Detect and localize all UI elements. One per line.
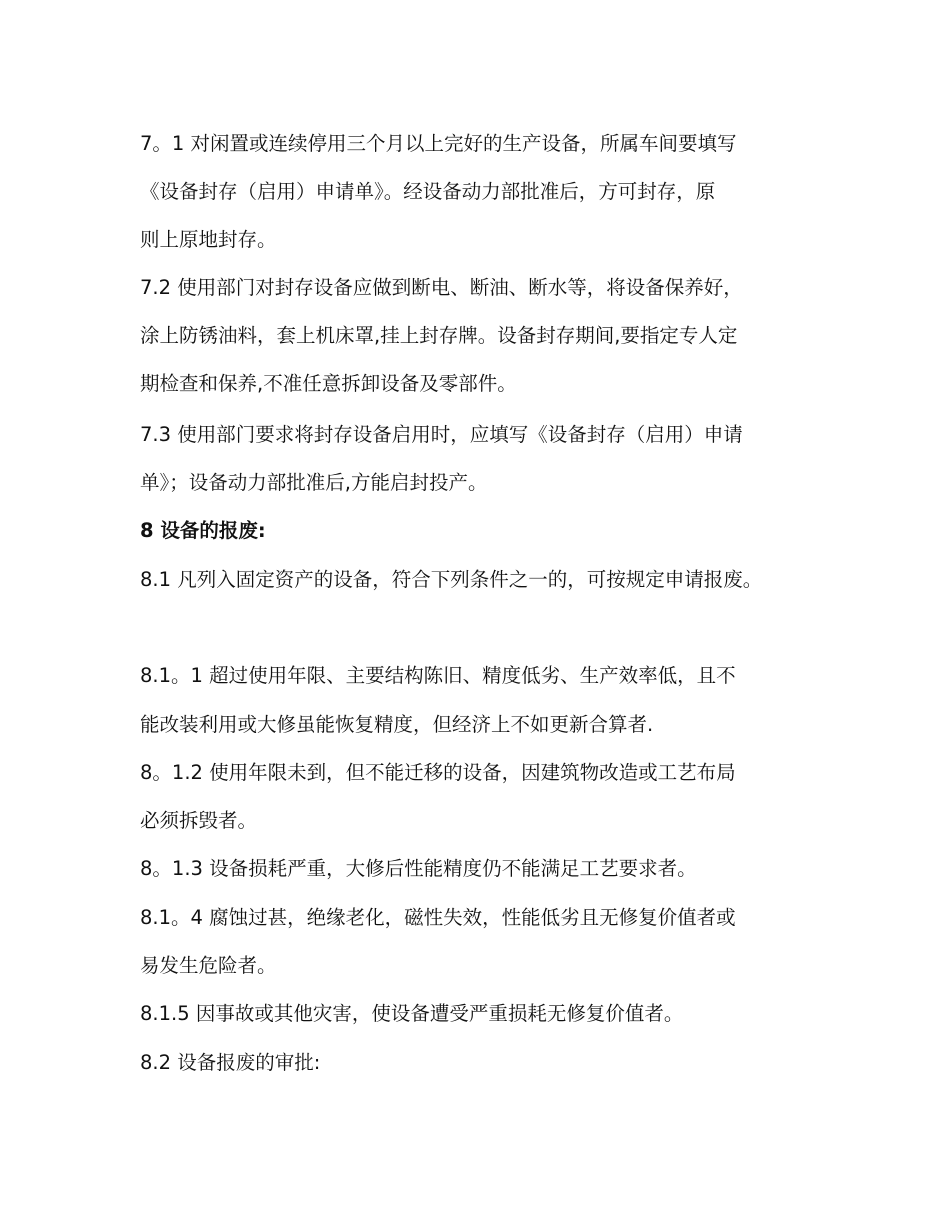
- paragraph-7-3-line-2: 单》；设备动力部批准后,方能启封投产。: [140, 471, 488, 494]
- item-8-1-5-line-1: 8.1.5 因事故或其他灾害，使设备遭受严重损耗无修复价值者。: [140, 1002, 684, 1025]
- item-8-1-1-line-2: 能改装利用或大修虽能恢复精度，但经济上不如更新合算者.: [140, 713, 654, 736]
- paragraph-7-2-line-1: 7.2 使用部门对封存设备应做到断电、断油、断水等，将设备保养好，: [140, 276, 743, 299]
- item-8-1-2-line-2: 必须拆毁者。: [140, 809, 258, 832]
- item-8-1-2-line-1: 8。1.2 使用年限未到，但不能迁移的设备，因建筑物改造或工艺布局: [140, 761, 736, 784]
- paragraph-7-3-line-1: 7.3 使用部门要求将封存设备启用时，应填写《设备封存（启用）申请: [140, 423, 743, 446]
- item-8-1-4-line-2: 易发生危险者。: [140, 954, 277, 977]
- item-8-1-4-line-1: 8.1。4 腐蚀过甚，绝缘老化，磁性失效，性能低劣且无修复价值者或: [140, 906, 736, 929]
- section-8-heading: 8 设备的报废:: [140, 519, 266, 542]
- paragraph-8-1-line-1: 8.1 凡列入固定资产的设备，符合下列条件之一的，可按规定申请报废。: [140, 568, 763, 591]
- paragraph-8-2-line-1: 8.2 设备报废的审批:: [140, 1051, 321, 1074]
- paragraph-7-1-line-3: 则上原地封存。: [140, 228, 277, 251]
- paragraph-7-1-line-2: 《设备封存（启用）申请单》。经设备动力部批准后，方可封存，原: [140, 180, 716, 203]
- item-8-1-3-line-1: 8。1.3 设备损耗严重，大修后性能精度仍不能满足工艺要求者。: [140, 857, 697, 880]
- paragraph-7-1-line-1: 7。1 对闲置或连续停用三个月以上完好的生产设备，所属车间要填写: [140, 132, 737, 155]
- paragraph-7-2-line-2: 涂上防锈油料，套上机床罩,挂上封存牌。设备封存期间,要指定专人定: [140, 324, 738, 347]
- item-8-1-1-line-1: 8.1。1 超过使用年限、主要结构陈旧、精度低劣、生产效率低，且不: [140, 664, 736, 687]
- paragraph-7-2-line-3: 期检查和保养,不准任意拆卸设备及零部件。: [140, 372, 517, 395]
